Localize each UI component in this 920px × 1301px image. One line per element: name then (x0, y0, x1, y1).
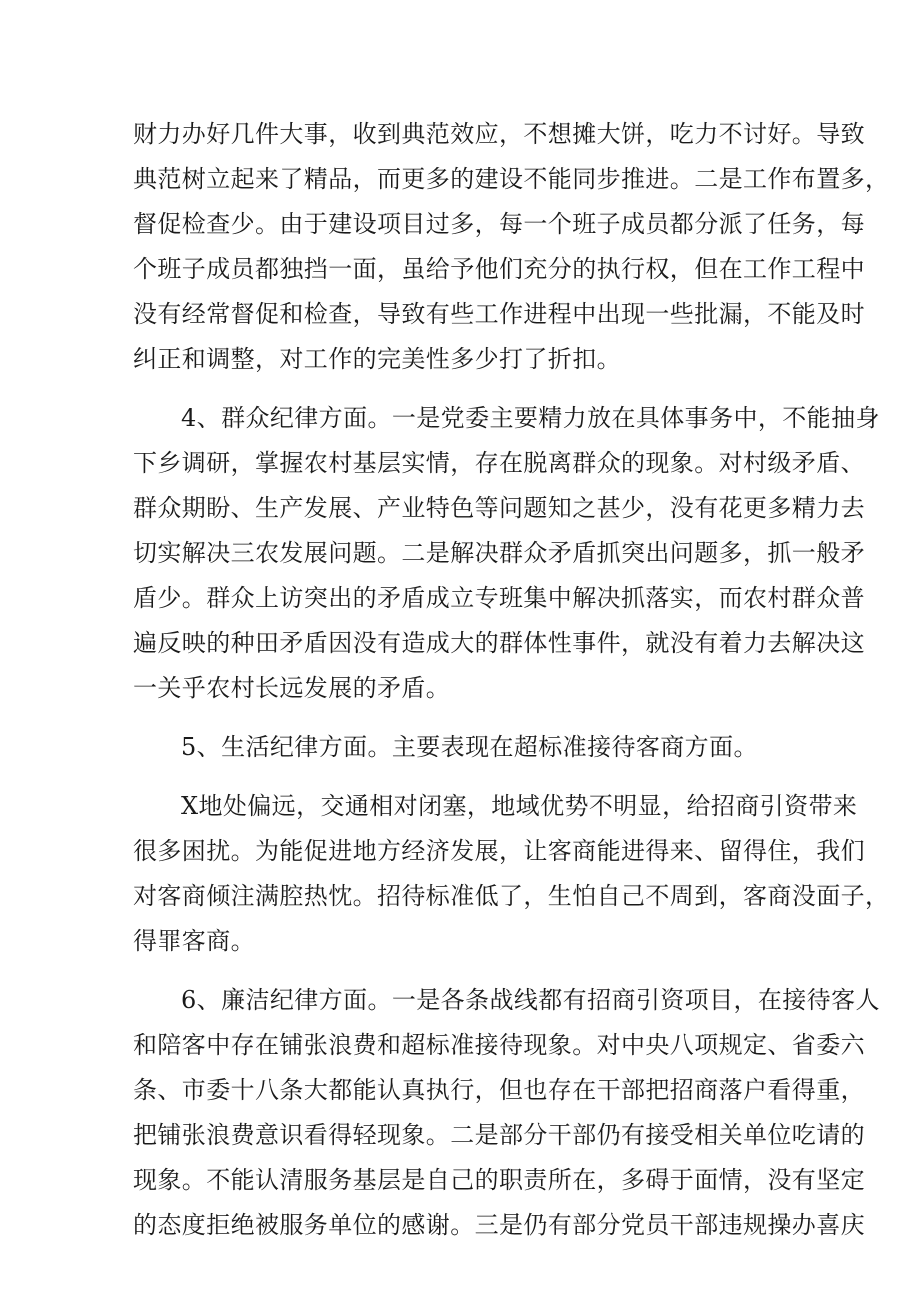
text-line: 现象。不能认清服务基层是自己的职责所在，多碍于面情，没有坚定 (133, 1166, 865, 1194)
text-line: 对客商倾注满腔热忱。招待标准低了，生怕自己不周到，客商没面子， (133, 882, 890, 910)
text-line: 遍反映的种田矛盾因没有造成大的群体性事件，就没有着力去解决这 (133, 629, 865, 657)
section-5-heading: 5、生活纪律方面。主要表现在超标准接待客商方面。 (181, 733, 758, 761)
text-line: 很多困扰。为能促进地方经济发展，让客商能进得来、留得住，我们 (133, 837, 865, 865)
text-line: 切实解决三农发展问题。二是解决群众矛盾抓突出问题多，抓一般矛 (133, 539, 865, 567)
text-line: 的态度拒绝被服务单位的感谢。三是仍有部分党员干部违规操办喜庆 (133, 1211, 865, 1239)
section-6-first-line: 6、廉洁纪律方面。一是各条战线都有招商引资项目，在接待客人 (181, 986, 880, 1014)
document-body (133, 112, 890, 1248)
text-line: 督促检查少。由于建设项目过多，每一个班子成员都分派了任务，每 (133, 210, 865, 238)
text-line: 群众期盼、生产发展、产业特色等问题知之甚少，没有花更多精力去 (133, 494, 865, 522)
section-4-first-line: 4、群众纪律方面。一是党委主要精力放在具体事务中，不能抽身 (181, 404, 880, 432)
text-line: 个班子成员都独挡一面，虽给予他们充分的执行权，但在工作工程中 (133, 255, 865, 283)
text-line: 把铺张浪费意识看得轻现象。二是部分干部仍有接受相关单位吃请的 (133, 1121, 865, 1149)
text-line: 条、市委十八条大都能认真执行，但也存在干部把招商落户看得重， (133, 1076, 865, 1104)
paragraph-first-line: X地处偏远，交通相对闭塞，地域优势不明显，给招商引资带来 (181, 792, 858, 820)
text-line: 一关乎农村长远发展的矛盾。 (133, 674, 451, 702)
text-line: 得罪客商。 (133, 927, 255, 955)
text-line: 财力办好几件大事，收到典范效应，不想摊大饼，吃力不讨好。导致 (133, 120, 865, 148)
text-line: 典范树立起来了精品，而更多的建设不能同步推进。二是工作布置多， (133, 165, 890, 193)
text-line: 和陪客中存在铺张浪费和超标准接待现象。对中央八项规定、省委六 (133, 1031, 865, 1059)
text-line: 盾少。群众上访突出的矛盾成立专班集中解决抓落实，而农村群众普 (133, 584, 865, 612)
text-line: 没有经常督促和检查，导致有些工作进程中出现一些批漏，不能及时 (133, 300, 865, 328)
text-line: 下乡调研，掌握农村基层实情，存在脱离群众的现象。对村级矛盾、 (133, 449, 865, 477)
text-line: 纠正和调整，对工作的完美性多少打了折扣。 (133, 345, 621, 373)
